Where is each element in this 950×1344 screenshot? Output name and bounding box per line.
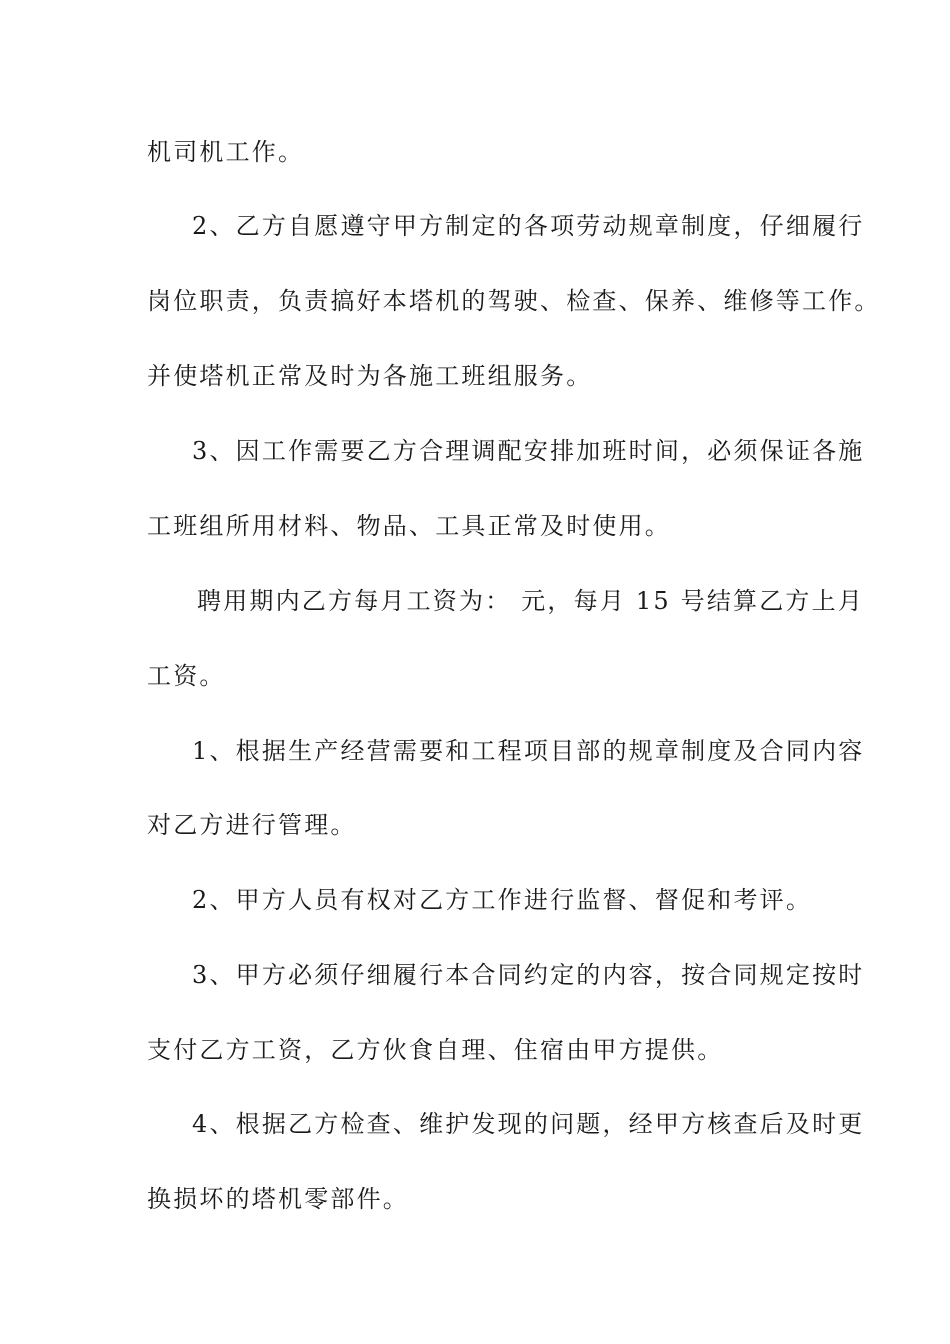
paragraph-item-3-line1: 3、因工作需要乙方合理调配安排加班时间，必须保证各施 xyxy=(192,437,865,465)
paragraph-item-2-line3: 并使塔机正常及时为各施工班组服务。 xyxy=(147,362,593,390)
party-a-item-1-line1: 1、根据生产经营需要和工程项目部的规章制度及合同内容 xyxy=(192,737,865,765)
party-a-item-3-line1: 3、甲方必须仔细履行本合同约定的内容，按合同规定按时 xyxy=(192,961,865,989)
party-a-item-4-line1: 4、根据乙方检查、维护发现的问题，经甲方核查后及时更 xyxy=(192,1110,865,1138)
party-a-item-3-line2: 支付乙方工资，乙方伙食自理、住宿由甲方提供。 xyxy=(147,1036,724,1064)
party-a-item-2-line1: 2、甲方人员有权对乙方工作进行监督、督促和考评。 xyxy=(192,886,813,914)
text-line: 机司机工作。 xyxy=(147,138,305,166)
party-a-item-4-line2: 换损坏的塔机零部件。 xyxy=(147,1185,409,1213)
party-a-item-1-line2: 对乙方进行管理。 xyxy=(147,811,357,839)
paragraph-item-3-line2: 工班组所用材料、物品、工具正常及时使用。 xyxy=(147,512,671,540)
paragraph-item-2-line1: 2、乙方自愿遵守甲方制定的各项劳动规章制度，仔细履行 xyxy=(192,212,865,240)
paragraph-item-2-line2: 岗位职责，负责搞好本塔机的驾驶、检查、保养、维修等工作。 xyxy=(147,287,881,315)
salary-paragraph-line2: 工资。 xyxy=(147,662,226,690)
salary-paragraph-line1: 聘用期内乙方每月工资为： 元，每月 15 号结算乙方上月 xyxy=(197,587,865,615)
